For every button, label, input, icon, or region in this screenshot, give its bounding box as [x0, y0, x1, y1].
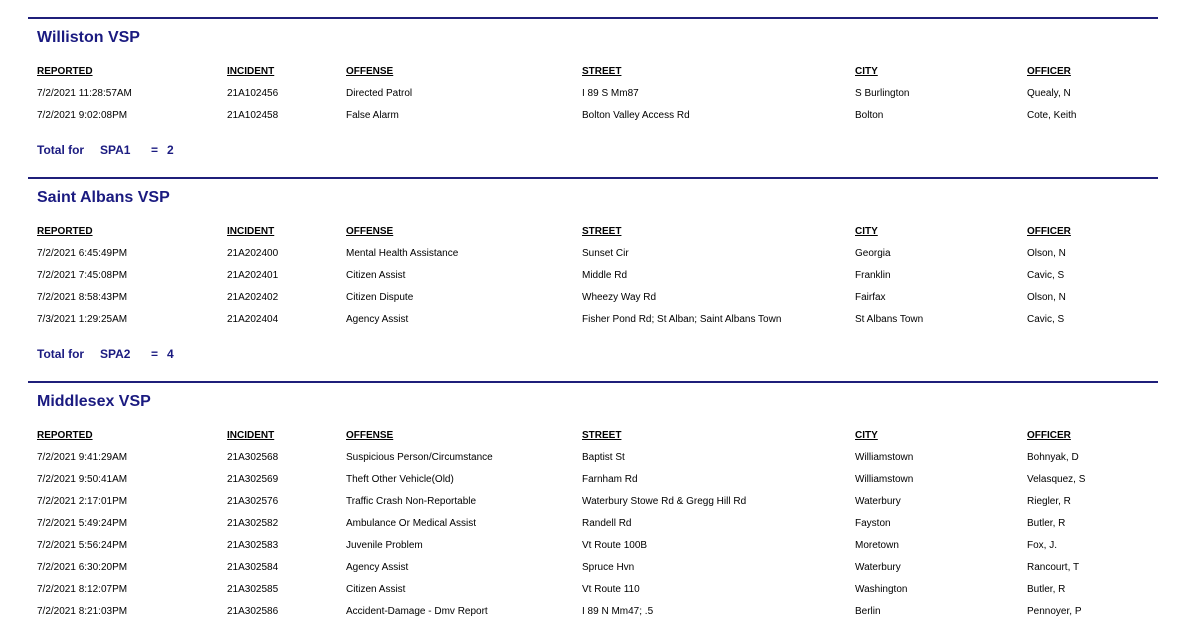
cell-reported: 7/2/2021 9:50:41AM — [37, 474, 128, 485]
cell-reported: 7/2/2021 9:02:08PM — [37, 110, 128, 121]
total-count: 4 — [167, 347, 174, 361]
total-equals: = — [151, 143, 159, 157]
cell-street: Baptist St — [582, 452, 625, 463]
total-count: 2 — [167, 143, 174, 157]
cell-city: Franklin — [855, 270, 891, 281]
total-label: Total for — [37, 143, 85, 157]
station-title: Williston VSP — [37, 29, 140, 46]
cell-city: Moretown — [855, 540, 899, 551]
table-row — [0, 450, 1200, 466]
table-row — [0, 86, 1200, 102]
cell-city: Georgia — [855, 248, 891, 259]
column-header-row — [0, 64, 1200, 80]
cell-officer: Cote, Keith — [1027, 110, 1077, 121]
cell-offense: Theft Other Vehicle(Old) — [346, 474, 454, 485]
cell-offense: Traffic Crash Non-Reportable — [346, 496, 477, 507]
cell-officer: Riegler, R — [1027, 496, 1071, 507]
section-total — [0, 345, 600, 363]
table-row — [0, 290, 1200, 306]
section-divider — [28, 177, 1158, 179]
cell-street: Vt Route 110 — [582, 584, 640, 595]
cell-city: Fairfax — [855, 292, 886, 303]
col-incident: INCIDENT — [227, 430, 275, 441]
cell-reported: 7/2/2021 5:56:24PM — [37, 540, 128, 551]
table-row — [0, 560, 1200, 576]
cell-offense: Suspicious Person/Circumstance — [346, 452, 493, 463]
col-officer: OFFICER — [1027, 66, 1071, 77]
col-officer: OFFICER — [1027, 430, 1071, 441]
section-divider — [28, 381, 1158, 383]
cell-officer: Rancourt, T — [1027, 562, 1080, 573]
cell-street: I 89 S Mm87 — [582, 88, 639, 99]
col-street: STREET — [582, 66, 622, 77]
cell-reported: 7/2/2021 5:49:24PM — [37, 518, 128, 529]
cell-reported: 7/3/2021 1:29:25AM — [37, 314, 128, 325]
cell-incident: 21A102458 — [227, 110, 279, 121]
col-officer: OFFICER — [1027, 226, 1071, 237]
cell-city: Bolton — [855, 110, 884, 121]
cell-street: Waterbury Stowe Rd & Gregg Hill Rd — [582, 496, 747, 507]
col-reported: REPORTED — [37, 430, 93, 441]
cell-incident: 21A302584 — [227, 562, 279, 573]
cell-incident: 21A302576 — [227, 496, 279, 507]
cell-city: Williamstown — [855, 474, 914, 485]
col-incident: INCIDENT — [227, 66, 275, 77]
col-city: CITY — [855, 226, 878, 237]
cell-city: Berlin — [855, 606, 881, 617]
cell-offense: Mental Health Assistance — [346, 248, 459, 259]
cell-officer: Butler, R — [1027, 584, 1066, 595]
cell-reported: 7/2/2021 8:12:07PM — [37, 584, 128, 595]
cell-offense: Accident-Damage - Dmv Report — [346, 606, 488, 617]
cell-offense: Ambulance Or Medical Assist — [346, 518, 477, 529]
cell-incident: 21A302585 — [227, 584, 279, 595]
cell-street: Randell Rd — [582, 518, 632, 529]
table-row — [0, 108, 1200, 124]
total-equals: = — [151, 347, 159, 361]
column-header-row — [0, 224, 1200, 240]
section-total — [0, 141, 600, 159]
col-reported: REPORTED — [37, 66, 93, 77]
cell-reported: 7/2/2021 2:17:01PM — [37, 496, 128, 507]
table-row — [0, 494, 1200, 510]
cell-street: Bolton Valley Access Rd — [582, 110, 690, 121]
cell-incident: 21A302568 — [227, 452, 279, 463]
col-incident: INCIDENT — [227, 226, 275, 237]
cell-officer: Butler, R — [1027, 518, 1066, 529]
cell-street: Sunset Cir — [582, 248, 629, 259]
cell-reported: 7/2/2021 6:45:49PM — [37, 248, 128, 259]
table-row — [0, 246, 1200, 262]
cell-city: Waterbury — [855, 496, 901, 507]
cell-street: Spruce Hvn — [582, 562, 635, 573]
table-row — [0, 472, 1200, 488]
cell-reported: 7/2/2021 9:41:29AM — [37, 452, 128, 463]
cell-officer: Cavic, S — [1027, 270, 1065, 281]
cell-reported: 7/2/2021 6:30:20PM — [37, 562, 128, 573]
cell-offense: Directed Patrol — [346, 88, 413, 99]
cell-officer: Fox, J. — [1027, 540, 1058, 551]
station-title: Saint Albans VSP — [37, 189, 170, 206]
cell-incident: 21A302569 — [227, 474, 279, 485]
cell-street: Vt Route 100B — [582, 540, 648, 551]
col-offense: OFFENSE — [346, 66, 394, 77]
cell-incident: 21A202400 — [227, 248, 279, 259]
cell-city: S Burlington — [855, 88, 910, 99]
table-row — [0, 604, 1200, 620]
section-divider — [28, 17, 1158, 19]
table-row — [0, 582, 1200, 598]
cell-offense: Citizen Dispute — [346, 292, 414, 303]
cell-offense: Citizen Assist — [346, 270, 406, 281]
table-row — [0, 516, 1200, 532]
cell-officer: Pennoyer, P — [1027, 606, 1082, 617]
station-title: Middlesex VSP — [37, 393, 151, 410]
cell-offense: Agency Assist — [346, 314, 409, 325]
cell-street: Fisher Pond Rd; St Alban; Saint Albans Town — [582, 314, 782, 325]
cell-street: Wheezy Way Rd — [582, 292, 657, 303]
col-city: CITY — [855, 430, 878, 441]
cell-officer: Cavic, S — [1027, 314, 1065, 325]
cell-offense: False Alarm — [346, 110, 399, 121]
col-offense: OFFENSE — [346, 226, 394, 237]
cell-incident: 21A302586 — [227, 606, 279, 617]
cell-street: Middle Rd — [582, 270, 628, 281]
cell-officer: Quealy, N — [1027, 88, 1071, 99]
cell-incident: 21A302582 — [227, 518, 279, 529]
cell-offense: Juvenile Problem — [346, 540, 423, 551]
cell-city: Washington — [855, 584, 908, 595]
cell-street: Farnham Rd — [582, 474, 638, 485]
column-header-row — [0, 428, 1200, 444]
cell-officer: Bohnyak, D — [1027, 452, 1079, 463]
cell-incident: 21A202401 — [227, 270, 279, 281]
table-row — [0, 312, 1200, 328]
cell-offense: Agency Assist — [346, 562, 409, 573]
cell-street: I 89 N Mm47; .5 — [582, 606, 654, 617]
col-street: STREET — [582, 226, 622, 237]
col-city: CITY — [855, 66, 878, 77]
col-reported: REPORTED — [37, 226, 93, 237]
cell-reported: 7/2/2021 7:45:08PM — [37, 270, 128, 281]
cell-city: St Albans Town — [855, 314, 924, 325]
table-row — [0, 538, 1200, 554]
cell-officer: Velasquez, S — [1027, 474, 1086, 485]
cell-officer: Olson, N — [1027, 292, 1066, 303]
cell-reported: 7/2/2021 11:28:57AM — [37, 88, 132, 99]
cell-incident: 21A102456 — [227, 88, 279, 99]
cell-incident: 21A302583 — [227, 540, 279, 551]
cell-reported: 7/2/2021 8:58:43PM — [37, 292, 128, 303]
cell-officer: Olson, N — [1027, 248, 1066, 259]
table-row — [0, 268, 1200, 284]
cell-offense: Citizen Assist — [346, 584, 406, 595]
col-street: STREET — [582, 430, 622, 441]
cell-reported: 7/2/2021 8:21:03PM — [37, 606, 128, 617]
cell-city: Fayston — [855, 518, 891, 529]
cell-city: Williamstown — [855, 452, 914, 463]
total-code: SPA1 — [100, 143, 131, 157]
cell-incident: 21A202404 — [227, 314, 279, 325]
cell-incident: 21A202402 — [227, 292, 279, 303]
cell-city: Waterbury — [855, 562, 901, 573]
total-label: Total for — [37, 347, 85, 361]
col-offense: OFFENSE — [346, 430, 394, 441]
total-code: SPA2 — [100, 347, 131, 361]
